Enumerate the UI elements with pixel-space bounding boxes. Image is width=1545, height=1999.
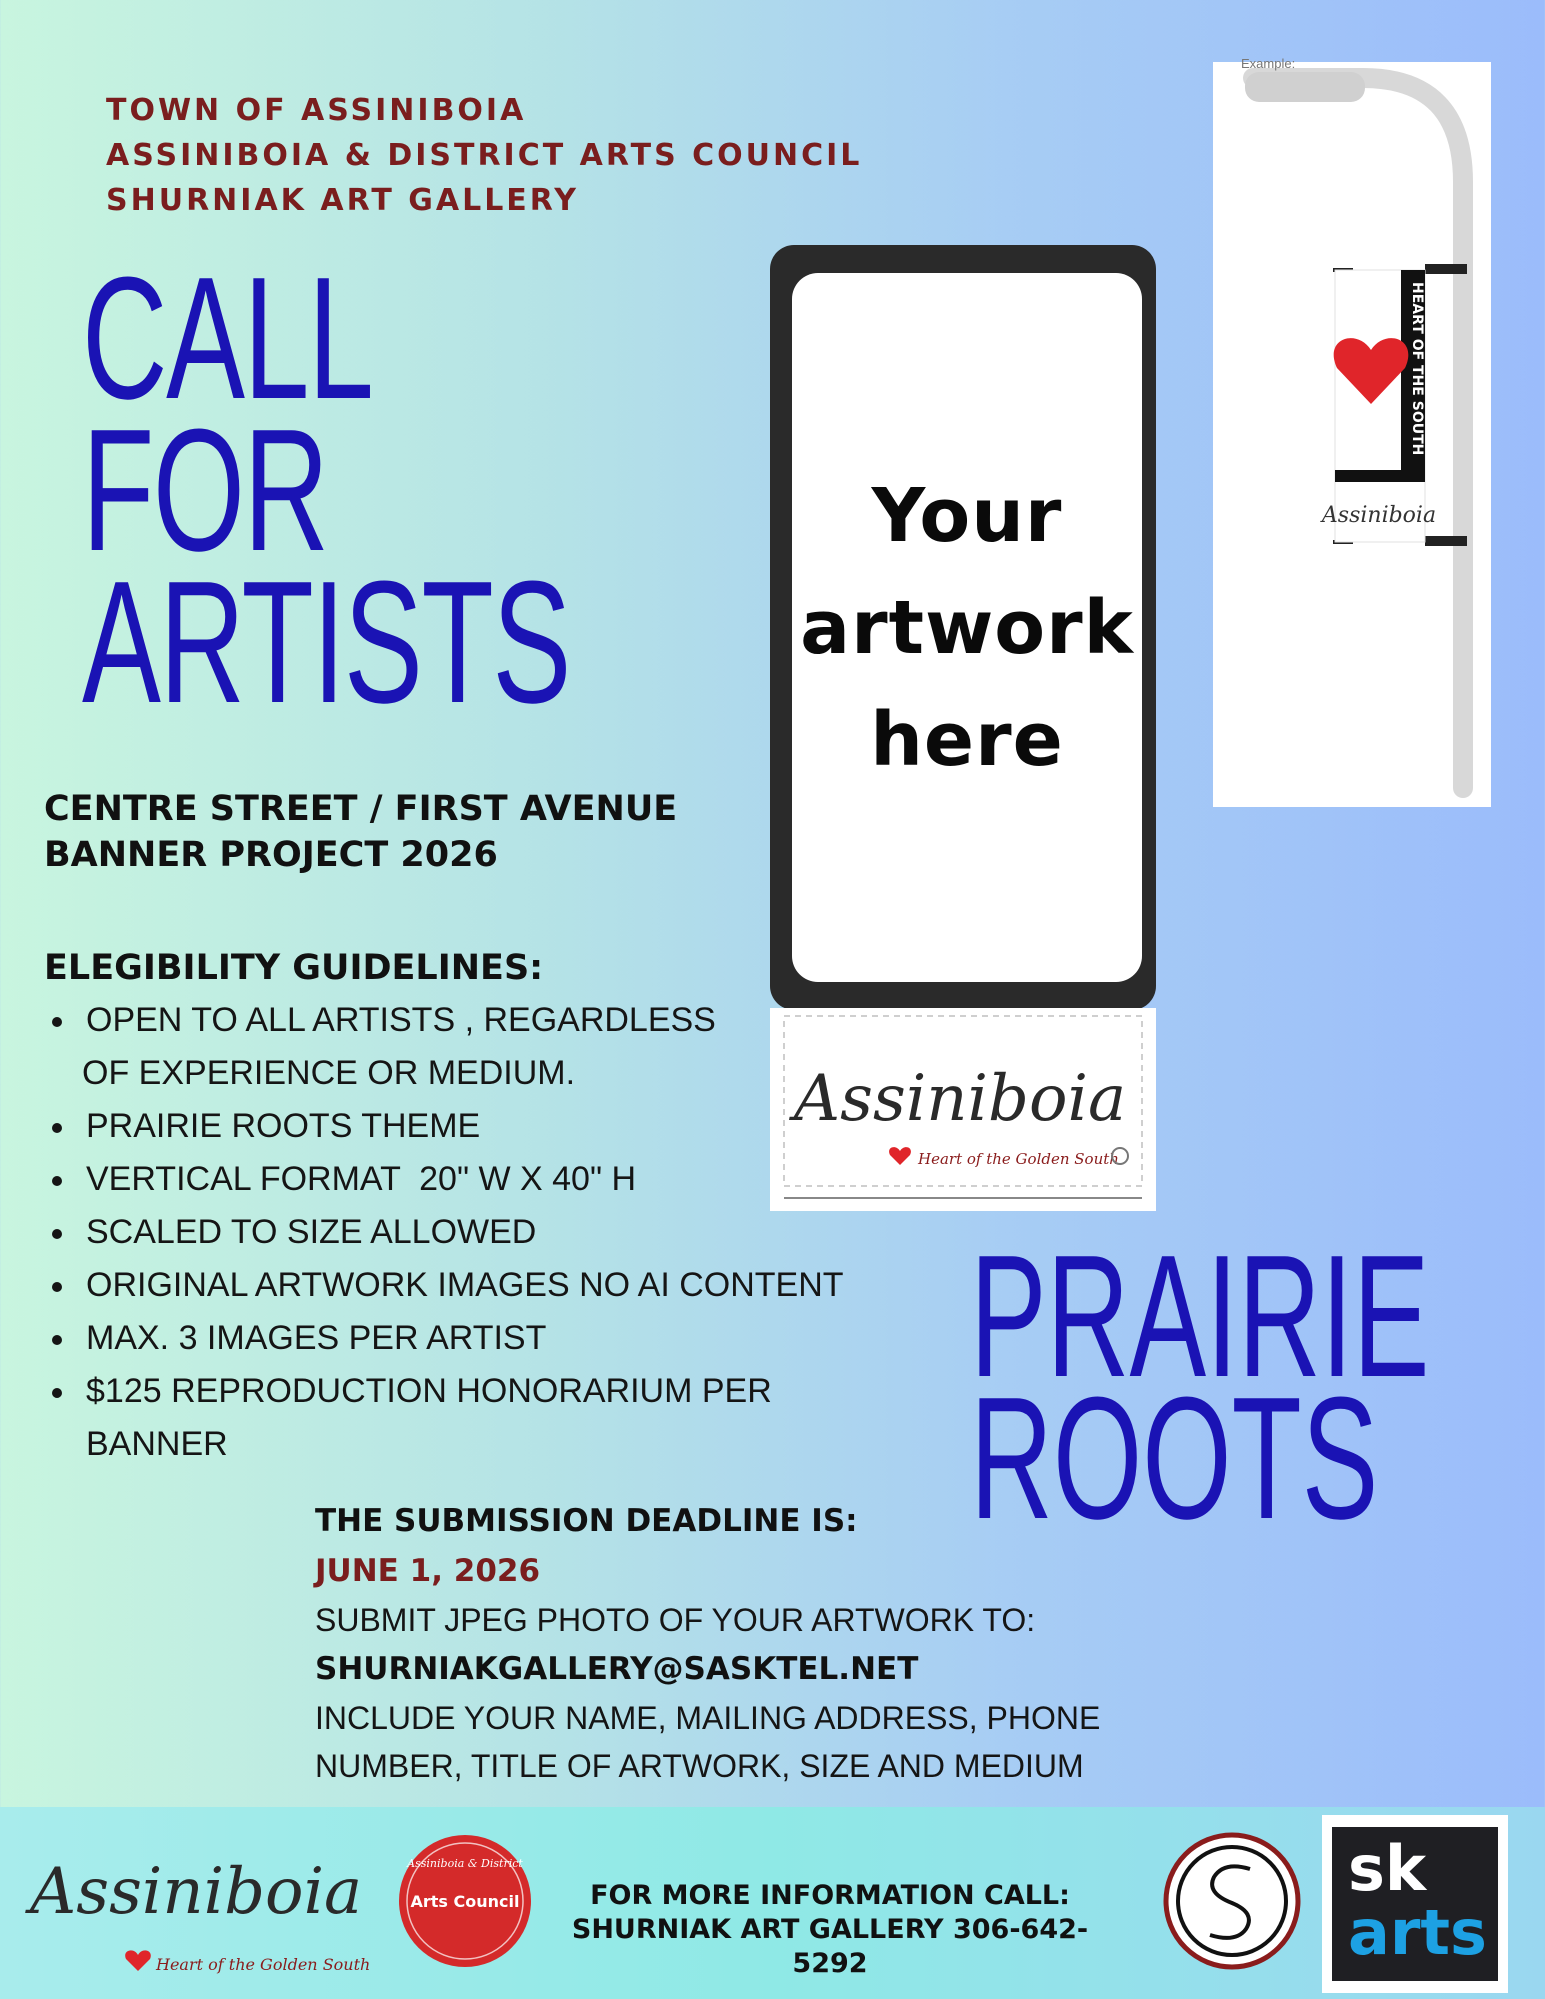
contact-line: SHURNIAK ART GALLERY 306-642-5292 [571, 1914, 1089, 1979]
guideline-item [44, 1365, 924, 1471]
banner-footer-logo [770, 1008, 1156, 1211]
bullet-icon [52, 1229, 62, 1239]
shurniak-gallery-logo [1162, 1831, 1302, 1971]
lamp-head [1245, 72, 1365, 102]
assiniboia-logo-script: Assiniboia [30, 1855, 363, 1929]
sk-arts-logo [1322, 1815, 1508, 1993]
guideline-text: VERTICAL FORMAT 20" W X 40" H [86, 1160, 637, 1198]
arts-council-logo [395, 1831, 535, 1971]
bullet-icon [52, 1282, 62, 1292]
sk-arts-top: sk [1348, 1832, 1427, 1905]
guideline-text: PRAIRIE ROOTS THEME [86, 1107, 481, 1145]
example-script: Assiniboia [1321, 503, 1437, 528]
bracket-bottom-arm [1425, 536, 1467, 546]
prairie-roots-title [970, 1218, 1545, 1555]
guideline-text: $125 REPRODUCTION HONORARIUM PER [86, 1372, 772, 1410]
submit-instructions: SUBMIT JPEG PHOTO OF YOUR ARTWORK TO: [315, 1602, 1036, 1638]
organization-list [106, 88, 862, 223]
project-line: BANNER PROJECT 2026 [44, 835, 498, 875]
lamp-post-illustration [1213, 62, 1491, 807]
guideline-text: SCALED TO SIZE ALLOWED [86, 1213, 537, 1251]
project-title [44, 786, 677, 878]
org-arts-council: ASSINIBOIA & DISTRICT ARTS COUNCIL [106, 138, 863, 173]
banner-black-band [1335, 470, 1425, 482]
heart-icon [889, 1147, 911, 1165]
example-label: Example: [1241, 56, 1296, 71]
artwork-line: artwork [800, 584, 1134, 671]
guideline-text: BANNER [86, 1425, 228, 1463]
guideline-item [44, 1259, 924, 1312]
org-gallery: SHURNIAK ART GALLERY [106, 183, 579, 218]
bullet-icon [52, 1017, 62, 1027]
artwork-placeholder [792, 273, 1142, 982]
artwork-line: here [870, 696, 1064, 783]
guideline-text: ORIGINAL ARTWORK IMAGES NO AI CONTENT [86, 1266, 844, 1304]
bullet-icon [52, 1123, 62, 1133]
org-town: TOWN OF ASSINIBOIA [106, 93, 527, 128]
headline-line: FOR [82, 392, 328, 587]
contact-info [540, 1879, 1120, 1981]
guidelines-heading: ELEGIBILITY GUIDELINES: [44, 948, 544, 988]
example-banner-text: HEART OF THE SOUTH [1409, 282, 1425, 456]
artwork-line: Your [871, 472, 1063, 559]
include-details: NUMBER, TITLE OF ARTWORK, SIZE AND MEDIUM [315, 1748, 1084, 1784]
theme-line: PRAIRIE [970, 1218, 1430, 1413]
include-details: INCLUDE YOUR NAME, MAILING ADDRESS, PHONE [315, 1700, 1101, 1736]
assiniboia-logo [20, 1807, 420, 1999]
bullet-icon [52, 1176, 62, 1186]
arts-council-text: Arts Council [410, 1892, 520, 1911]
footer-bar [0, 1807, 1545, 1999]
artwork-placeholder-text [800, 460, 1134, 796]
bullet-icon [52, 1335, 62, 1345]
deadline-date: JUNE 1, 2026 [315, 1553, 541, 1589]
tagline-text: Heart of the Golden South [918, 1150, 1119, 1168]
bullet-icon [52, 1388, 62, 1398]
assiniboia-banner-logo [770, 1008, 1156, 1211]
call-for-artists-title [82, 240, 800, 739]
sk-arts-logo-box [1332, 1827, 1498, 1981]
guideline-text: MAX. 3 IMAGES PER ARTIST [86, 1319, 547, 1357]
submission-email: SHURNIAKGALLERY@SASKTEL.NET [315, 1651, 919, 1687]
banner-mockup-frame [770, 245, 1156, 1010]
assiniboia-script: Assiniboia [793, 1062, 1127, 1136]
deadline-heading: THE SUBMISSION DEADLINE IS: [315, 1503, 858, 1539]
headline-line: ARTISTS [82, 544, 570, 739]
contact-line: FOR MORE INFORMATION CALL: [590, 1880, 1070, 1911]
bracket-top-arm [1425, 264, 1467, 274]
assiniboia-logo-tagline: Heart of the Golden South [156, 1955, 371, 1974]
sk-arts-bottom: arts [1348, 1896, 1487, 1969]
guideline-item [44, 1312, 924, 1365]
guideline-item [44, 1206, 924, 1259]
project-line: CENTRE STREET / FIRST AVENUE [44, 789, 678, 829]
guideline-text: OF EXPERIENCE OR MEDIUM. [82, 1054, 576, 1092]
theme-line: ROOTS [970, 1360, 1379, 1555]
arts-council-top-text: Assiniboia & District [407, 1857, 523, 1870]
example-banner-card [1213, 56, 1491, 807]
guideline-text: OPEN TO ALL ARTISTS , REGARDLESS [86, 1001, 716, 1039]
headline-line: CALL [82, 240, 373, 435]
heart-icon [125, 1950, 151, 1971]
